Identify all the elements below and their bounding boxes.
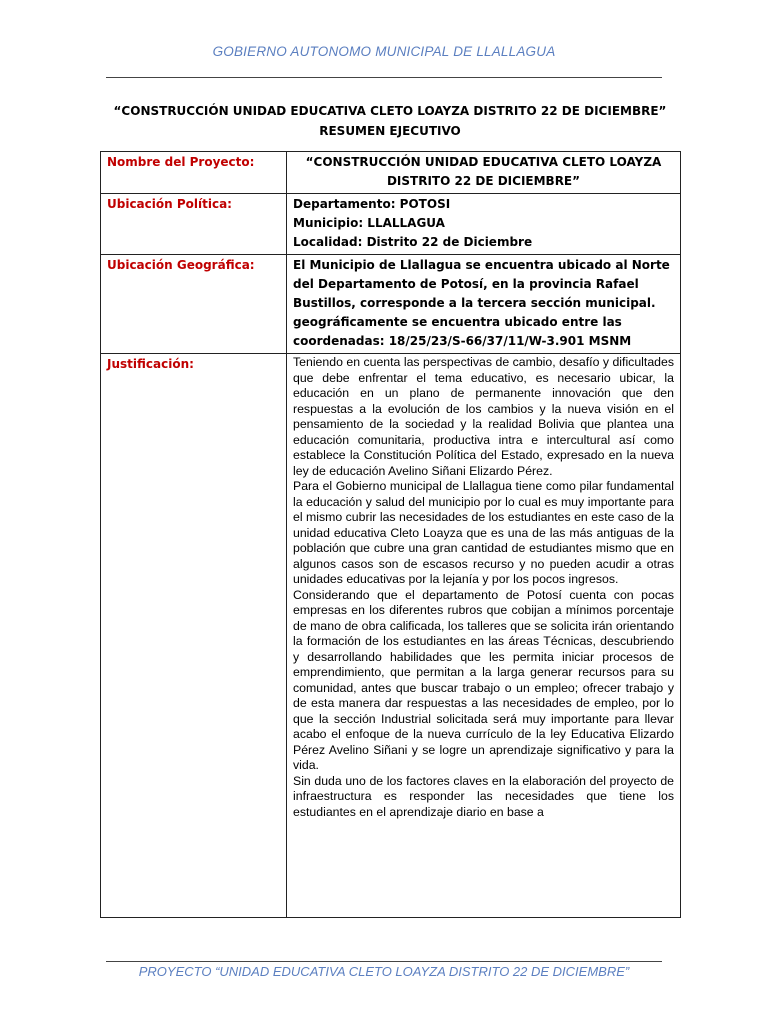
row-label: Nombre del Proyecto: — [101, 152, 287, 194]
document-title-line-2: RESUMEN EJECUTIVO — [319, 124, 461, 138]
row-label: Ubicación Geográfica: — [101, 255, 287, 354]
justification-paragraph: Sin duda uno de los factores claves en la elaboración del proyecto de infraestructura es responder las necesidades que tiene los estudiantes en el aprendizaje diario en base a — [293, 773, 674, 819]
value-line: Municipio: LLALLAGUA — [293, 216, 445, 230]
value-line: DISTRITO 22 DE DICIEMBRE” — [386, 174, 581, 188]
row-value — [287, 194, 681, 255]
header-title: GOBIERNO AUTONOMO MUNICIPAL DE LLALLAGUA — [212, 44, 556, 59]
table-row-project-name — [101, 152, 681, 194]
row-value — [287, 152, 681, 194]
table-row-justification — [101, 354, 681, 918]
justification-paragraph: Teniendo en cuenta las perspectivas de cambio, desafío y dificultades que debe enfrentar el tema educativo, es necesario ubicar, la educación en un plano de permanente innovación que den respuestas a la evolución de los cambios y la nueva visión en el pensamiento de la sociedad y la realidad Bolivia que plantea una educación comunitaria, productiva intra e intercultural así como establece la Constitución Política del Estado, expresado en la nueva ley de educación Avelino Siñani Elizardo Pérez. — [293, 355, 674, 478]
footer-text: PROYECTO “UNIDAD EDUCATIVA CLETO LOAYZA DISTRITO 22 DE DICIEMBRE” — [138, 964, 630, 979]
row-value — [287, 255, 681, 354]
value-line: del Departamento de Potosí, en la provincia Rafael — [293, 277, 639, 291]
header-divider — [106, 77, 662, 78]
value-line: coordenadas: 18/25/23/S-66/37/11/W-3.901 MSNM — [293, 334, 632, 348]
value-line: Departamento: POTOSI — [293, 197, 451, 211]
row-label: Ubicación Política: — [101, 194, 287, 255]
value-line: El Municipio de Llallagua se encuentra ubicado al Norte — [293, 258, 670, 272]
justification-paragraph: Para el Gobierno municipal de Llallagua tiene como pilar fundamental la educación y salud del municipio por lo cual es muy importante para el mismo cubrir las necesidades de los estudiantes en este caso de la unidad educativa Cleto Loayza que es una de las más antiguas de la población que cubre una gran cantidad de estudiantes mismo que en algunos casos son de escasos recurso y no pueden acudir a otras unidades educativas por la lejanía y por los pocos ingresos. — [293, 479, 674, 586]
justification-text — [287, 354, 681, 918]
justification-paragraph: Considerando que el departamento de Potosí cuenta con pocas empresas en los diferentes rubros que cobijan a mínimos porcentaje de mano de obra calificada, los talleres que se solicita irán orientando la formación de los estudiantes en las áreas Técnicas, descubriendo y desarrollando habilidades que les permita iniciar procesos de emprendimiento, que permitan a la larga generar recursos para su comunidad, antes que buscar trabajo o un empleo; ofrecer trabajo y de esta manera dar respuestas a las necesidades de empleo, por lo que la sección Industrial solicitada será muy importante para llevar acabo el enfoque de la nueva currículo de la ley Educativa Elizardo Pérez Avelino Siñani y se logre un aprendizaje significativo y para la vida. — [293, 587, 674, 772]
value-line: “CONSTRUCCIÓN UNIDAD EDUCATIVA CLETO LOAYZA — [305, 155, 662, 169]
table-row-geographic-location — [101, 255, 681, 354]
footer-divider — [106, 961, 662, 962]
document-title — [100, 101, 680, 141]
summary-table — [100, 151, 681, 918]
document-title-line-1: “CONSTRUCCIÓN UNIDAD EDUCATIVA CLETO LOAYZA DISTRITO 22 DE DICIEMBRE” — [113, 104, 667, 118]
value-line: Localidad: Distrito 22 de Diciembre — [293, 235, 533, 249]
table-row-political-location — [101, 194, 681, 255]
row-label: Justificación: — [101, 354, 287, 918]
value-line: Bustillos, corresponde a la tercera sección municipal. — [293, 296, 656, 310]
value-line: geográficamente se encuentra ubicado entre las — [293, 315, 622, 329]
